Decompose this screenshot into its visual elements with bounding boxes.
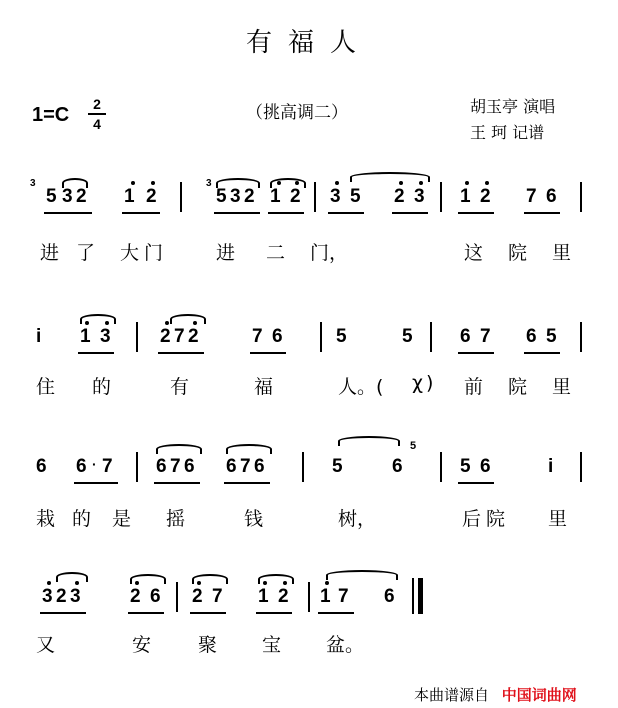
beam bbox=[256, 612, 292, 614]
lyric: 人。( bbox=[338, 376, 384, 398]
note: 5 bbox=[546, 326, 557, 347]
barline bbox=[314, 182, 316, 212]
barline bbox=[302, 452, 304, 482]
barline bbox=[320, 322, 322, 352]
lyric: 福 bbox=[254, 376, 274, 398]
slur bbox=[258, 574, 294, 584]
note: 2 bbox=[130, 586, 141, 607]
note: 6 bbox=[384, 586, 395, 607]
note: 2 bbox=[244, 186, 255, 207]
slur bbox=[170, 314, 206, 324]
barline bbox=[580, 182, 582, 212]
lyric: 摇 bbox=[166, 508, 186, 530]
slur bbox=[130, 574, 166, 584]
final-barline-thick bbox=[418, 578, 423, 614]
lyric: 大 bbox=[120, 242, 140, 264]
note: 7 bbox=[338, 586, 349, 607]
note: 6 bbox=[156, 456, 167, 477]
note: 3 bbox=[70, 586, 81, 607]
note: 7 bbox=[212, 586, 223, 607]
barline bbox=[176, 582, 178, 612]
lyric: 钱 bbox=[244, 508, 264, 530]
lyric: 进 bbox=[216, 242, 236, 264]
grace-note: 5 bbox=[410, 440, 417, 452]
note: 3 bbox=[330, 186, 341, 207]
high-dot bbox=[325, 581, 329, 585]
barline bbox=[440, 182, 442, 212]
note: 2 bbox=[480, 186, 491, 207]
beam bbox=[458, 212, 494, 214]
barline bbox=[136, 452, 138, 482]
note: 2 bbox=[56, 586, 67, 607]
high-dot bbox=[131, 181, 135, 185]
subtitle: （挑高调二） bbox=[246, 103, 348, 123]
note: 5 bbox=[460, 456, 471, 477]
lyric: 院 bbox=[486, 508, 506, 530]
lyric: 的 bbox=[92, 376, 112, 398]
lyric: 里 bbox=[552, 376, 572, 398]
barline bbox=[580, 452, 582, 482]
note: 1 bbox=[124, 186, 135, 207]
time-signature-top: 2 bbox=[93, 96, 101, 112]
grace-note: 3 bbox=[206, 178, 212, 189]
beam bbox=[158, 352, 204, 354]
note: i bbox=[36, 326, 42, 347]
beam bbox=[458, 482, 494, 484]
note: 2 bbox=[188, 326, 199, 347]
note: 2 bbox=[278, 586, 289, 607]
note: 6 bbox=[76, 456, 87, 477]
note: 5 bbox=[336, 326, 347, 347]
lyric: ) bbox=[426, 372, 434, 394]
lyric: 院 bbox=[508, 242, 528, 264]
slur bbox=[226, 444, 272, 454]
note: 7 bbox=[240, 456, 251, 477]
barline bbox=[180, 182, 182, 212]
note: 2 bbox=[192, 586, 203, 607]
lyric: 里 bbox=[552, 242, 572, 264]
note: 1 bbox=[320, 586, 331, 607]
beam bbox=[190, 612, 226, 614]
lyric: 了 bbox=[76, 242, 96, 264]
lyric: 树， bbox=[338, 508, 377, 530]
note: 3 bbox=[230, 186, 241, 207]
slur bbox=[216, 178, 260, 188]
grace-note: 3 bbox=[30, 178, 36, 189]
note: 5 bbox=[350, 186, 361, 207]
note: 6 bbox=[272, 326, 283, 347]
slur bbox=[62, 178, 88, 188]
note: 6 bbox=[526, 326, 537, 347]
note: 3 bbox=[42, 586, 53, 607]
note: 6 bbox=[460, 326, 471, 347]
beam bbox=[224, 482, 270, 484]
note: 7 bbox=[526, 186, 537, 207]
source-prefix: 本曲谱源自 bbox=[414, 686, 490, 704]
score-line-1 bbox=[20, 160, 600, 270]
barline bbox=[440, 452, 442, 482]
notation-credit: 王 珂 记谱 bbox=[470, 123, 545, 142]
lyric: χ bbox=[412, 372, 423, 394]
lyric: 是 bbox=[112, 508, 132, 530]
slur bbox=[56, 572, 88, 582]
high-dot bbox=[165, 321, 169, 325]
note: 5 bbox=[46, 186, 57, 207]
time-signature-bottom: 4 bbox=[93, 116, 101, 132]
barline bbox=[308, 582, 310, 612]
note: 5 bbox=[332, 456, 343, 477]
note: 2 bbox=[76, 186, 87, 207]
beam bbox=[128, 612, 164, 614]
note: 2 bbox=[394, 186, 405, 207]
note: 7 bbox=[252, 326, 263, 347]
beam bbox=[524, 212, 560, 214]
lyric: 门， bbox=[310, 242, 349, 264]
note: 6 bbox=[480, 456, 491, 477]
slur bbox=[338, 436, 400, 446]
lyric: 有 bbox=[170, 376, 190, 398]
slur bbox=[270, 178, 306, 188]
note: 6 bbox=[254, 456, 265, 477]
barline bbox=[430, 322, 432, 352]
singer-credit: 胡玉亭 演唱 bbox=[470, 97, 556, 116]
slur bbox=[326, 570, 398, 580]
note: 1 bbox=[80, 326, 91, 347]
score-line-4 bbox=[20, 560, 600, 670]
time-signature bbox=[88, 96, 106, 132]
beam bbox=[122, 212, 160, 214]
lyric: 住 bbox=[36, 376, 56, 398]
high-dot bbox=[485, 181, 489, 185]
slur bbox=[192, 574, 228, 584]
note: 1 bbox=[258, 586, 269, 607]
slur bbox=[350, 172, 430, 182]
barline bbox=[580, 322, 582, 352]
note: 3 bbox=[414, 186, 425, 207]
beam bbox=[250, 352, 286, 354]
time-signature-line bbox=[88, 113, 106, 115]
note: 7 bbox=[480, 326, 491, 347]
lyric: 后 bbox=[462, 508, 482, 530]
note: 1 bbox=[270, 186, 281, 207]
dot-mark: · bbox=[92, 456, 97, 472]
high-dot bbox=[335, 181, 339, 185]
note: 6 bbox=[150, 586, 161, 607]
note: 7 bbox=[174, 326, 185, 347]
beam bbox=[318, 612, 354, 614]
note: 5 bbox=[402, 326, 413, 347]
slur bbox=[156, 444, 202, 454]
note: 2 bbox=[160, 326, 171, 347]
lyric: 进 bbox=[40, 242, 60, 264]
beam bbox=[268, 212, 304, 214]
lyric: 门 bbox=[144, 242, 164, 264]
note: 6 bbox=[184, 456, 195, 477]
note: 6 bbox=[226, 456, 237, 477]
lyric: 又 bbox=[36, 634, 56, 656]
note: 5 bbox=[216, 186, 227, 207]
barline bbox=[136, 322, 138, 352]
note: 2 bbox=[290, 186, 301, 207]
lyric: 前 bbox=[464, 376, 484, 398]
final-barline-thin bbox=[412, 578, 414, 614]
note: 6 bbox=[546, 186, 557, 207]
beam bbox=[328, 212, 364, 214]
high-dot bbox=[465, 181, 469, 185]
high-dot bbox=[47, 581, 51, 585]
beam bbox=[74, 482, 118, 484]
beam bbox=[458, 352, 494, 354]
lyric: 聚 bbox=[198, 634, 218, 656]
lyric: 院 bbox=[508, 376, 528, 398]
beam bbox=[524, 352, 560, 354]
note: 6 bbox=[36, 456, 47, 477]
lyric: 的 bbox=[72, 508, 92, 530]
key-signature: 1=C bbox=[32, 104, 70, 126]
slur bbox=[80, 314, 116, 324]
note: i bbox=[548, 456, 554, 477]
beam bbox=[392, 212, 428, 214]
beam bbox=[214, 212, 260, 214]
note: 1 bbox=[460, 186, 471, 207]
beam bbox=[44, 212, 92, 214]
lyric: 宝 bbox=[262, 634, 282, 656]
note: 7 bbox=[102, 456, 113, 477]
note: 2 bbox=[146, 186, 157, 207]
page-title: 有福人 bbox=[245, 28, 372, 58]
note: 6 bbox=[392, 456, 403, 477]
note: 3 bbox=[100, 326, 111, 347]
beam bbox=[78, 352, 114, 354]
high-dot bbox=[151, 181, 155, 185]
score-line-2 bbox=[20, 300, 600, 410]
lyric: 里 bbox=[548, 508, 568, 530]
note: 3 bbox=[62, 186, 73, 207]
lyric: 栽 bbox=[36, 508, 56, 530]
lyric: 这 bbox=[464, 242, 484, 264]
brand-link[interactable]: 中国词曲网 bbox=[501, 686, 577, 704]
note: 7 bbox=[170, 456, 181, 477]
source-note bbox=[414, 684, 577, 705]
lyric: 安 bbox=[132, 634, 152, 656]
lyric: 盆。 bbox=[326, 634, 365, 656]
beam bbox=[40, 612, 86, 614]
beam bbox=[154, 482, 200, 484]
score-line-3 bbox=[20, 430, 600, 540]
lyric: 二 bbox=[266, 242, 286, 264]
